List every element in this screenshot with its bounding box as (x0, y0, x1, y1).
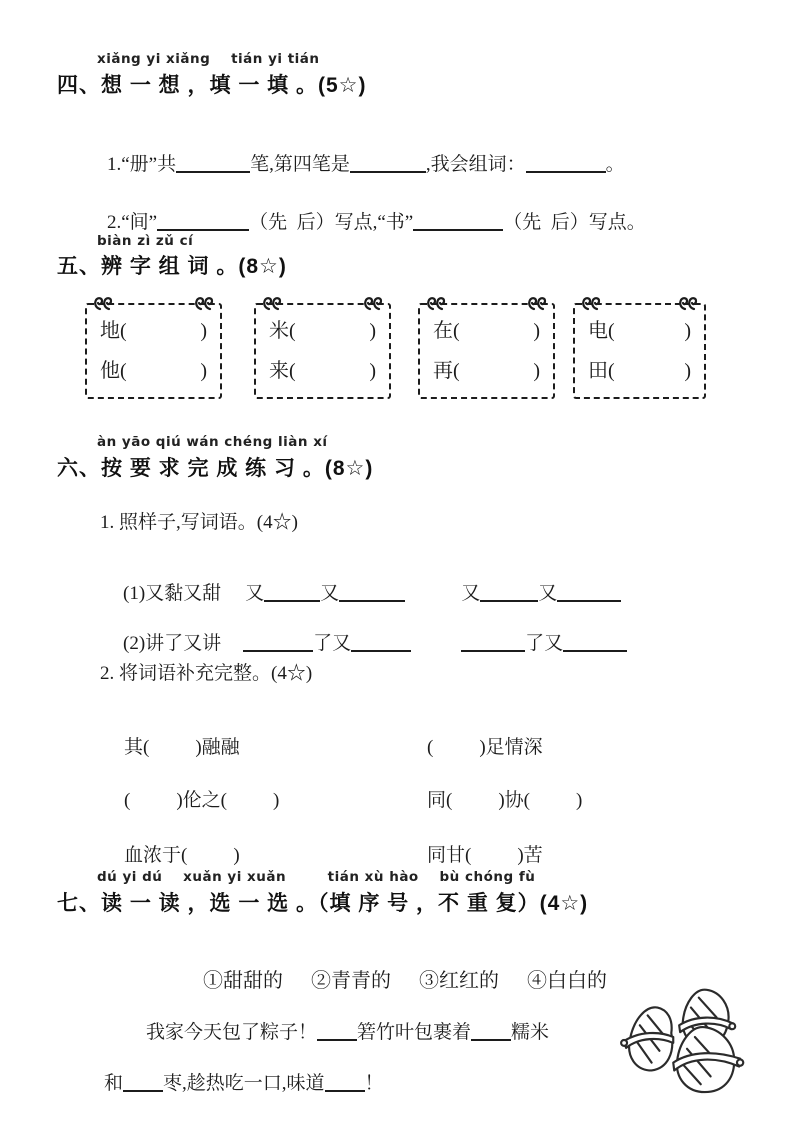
char-open: 再( (433, 360, 460, 382)
word-box-row (575, 321, 704, 341)
fill-blank[interactable] (176, 157, 250, 173)
char-open: 来( (269, 360, 296, 382)
sentence-text: 我家今天包了粽子！ (146, 1022, 318, 1043)
word-box-row (420, 321, 553, 341)
text: 又 (461, 583, 481, 604)
idiom-text: 同甘( (427, 845, 472, 866)
idiom-text: 其( (124, 737, 150, 758)
section6-part2-title: 2. 将词语补充完整。(4☆) (100, 663, 313, 684)
sentence-text: ！ (364, 1073, 384, 1094)
section4-heading: 四、想 一 想 ，填 一 填 。(5☆) (57, 74, 367, 97)
fill-blank[interactable] (243, 636, 313, 652)
question-text: 1.“册”共 (107, 154, 177, 175)
char-open: 电( (588, 320, 615, 342)
corner-curl-icon (193, 295, 215, 312)
fill-blank[interactable] (351, 636, 411, 652)
example-label: (2)讲了又讲 (123, 633, 222, 654)
corner-curl-icon (677, 295, 699, 312)
section5-heading: 五、辨 字 组 词 。(8☆) (57, 255, 287, 278)
sentence-text: 枣,趁热吃一口,味道 (163, 1073, 325, 1094)
char-open: 在( (433, 320, 460, 342)
fill-blank[interactable] (264, 586, 320, 602)
fill-blank[interactable] (350, 157, 426, 173)
paren-close: ) (684, 320, 691, 342)
paren-blank[interactable] (127, 322, 201, 340)
fill-blank[interactable] (325, 1076, 365, 1092)
corner-curl-icon (261, 295, 283, 312)
idiom-text: )协( (498, 790, 530, 811)
paren-blank[interactable] (460, 362, 534, 380)
word-box (418, 303, 555, 399)
idiom-text: )伦之( (176, 790, 227, 811)
char-open: 他( (100, 360, 127, 382)
text: 了又 (525, 633, 564, 654)
text: 又 (245, 583, 265, 604)
paren-blank[interactable] (296, 362, 370, 380)
fill-blank[interactable] (480, 586, 538, 602)
idiom-text: 同( (427, 790, 453, 811)
corner-curl-icon (92, 295, 114, 312)
corner-curl-icon (362, 295, 384, 312)
section7-pinyin: dú yi dú xuǎn yi xuǎn tián xù hào bù chóng fù (97, 869, 536, 885)
fill-blank[interactable] (557, 586, 621, 602)
paren-close: ) (200, 320, 207, 342)
paren-blank[interactable] (460, 322, 534, 340)
option-3[interactable]: ③红红的 (419, 970, 499, 992)
word-box (85, 303, 222, 399)
question-text: 笔,第四笔是 (250, 154, 350, 175)
word-box (573, 303, 706, 399)
paren-blank[interactable] (296, 322, 370, 340)
word-box-row (256, 321, 389, 341)
section4-pinyin: xiǎng yi xiǎng tián yi tián (97, 51, 320, 67)
paren-blank[interactable] (615, 322, 685, 340)
idiom-text: ) (272, 790, 280, 811)
fill-blank[interactable] (471, 1025, 511, 1041)
corner-curl-icon (526, 295, 548, 312)
idiom-text: ) (575, 790, 583, 811)
option-1[interactable]: ①甜甜的 (203, 970, 283, 992)
section6-part1-title: 1. 照样子,写词语。(4☆) (100, 512, 298, 533)
question-text: （先 后）写点。 (503, 212, 646, 233)
question-text: 2.“间” (107, 212, 158, 233)
sentence-text: 和 (104, 1073, 124, 1094)
fill-blank[interactable] (563, 636, 627, 652)
section6-pinyin: àn yāo qiú wán chéng liàn xí (97, 434, 328, 450)
question-text: 。 (605, 154, 625, 175)
fill-blank[interactable] (413, 215, 503, 231)
paren-close: ) (533, 320, 540, 342)
idiom-text: ) (233, 845, 240, 866)
section7-sentence-line2 (85, 1046, 384, 1117)
section7-heading: 七、读 一 读 ，选 一 选 。（填 序 号 ，不 重 复）(4☆) (57, 892, 589, 915)
word-box-row (256, 361, 389, 381)
question-text: （先 后）写点,“书” (249, 212, 414, 233)
sentence-text: 糯米 (511, 1022, 550, 1043)
paren-close: ) (684, 360, 691, 382)
question-text: ,我会组词： (425, 154, 526, 175)
word-box-row (575, 361, 704, 381)
char-open: 田( (588, 360, 615, 382)
sentence-text: 箬竹叶包裹着 (357, 1022, 472, 1043)
paren-blank[interactable] (127, 362, 201, 380)
zongzi-illustration (612, 980, 764, 1098)
fill-blank[interactable] (339, 586, 405, 602)
section6-heading: 六、按 要 求 完 成 练 习 。(8☆) (57, 457, 374, 480)
fill-blank[interactable] (526, 157, 606, 173)
idiom-text: )足情深 (479, 737, 543, 758)
idiom-text: )苦 (517, 845, 543, 866)
corner-curl-icon (425, 295, 447, 312)
fill-blank[interactable] (157, 215, 249, 231)
word-box-row (87, 321, 220, 341)
paren-close: ) (200, 360, 207, 382)
fill-blank[interactable] (461, 636, 525, 652)
paren-close: ) (533, 360, 540, 382)
word-box-row (87, 361, 220, 381)
text: 了又 (313, 633, 352, 654)
option-4[interactable]: ④白白的 (527, 970, 607, 992)
idiom-text: ( (427, 737, 434, 758)
char-open: 米( (269, 320, 296, 342)
idiom-text: ( (124, 790, 131, 811)
example-label: (1)又黏又甜 (123, 583, 222, 604)
text: 又 (320, 583, 340, 604)
text: 又 (538, 583, 558, 604)
idiom-text: )融融 (195, 737, 240, 758)
option-2[interactable]: ②青青的 (311, 970, 391, 992)
fill-blank[interactable] (317, 1025, 357, 1041)
fill-blank[interactable] (123, 1076, 163, 1092)
idiom-text: 血浓于( (124, 845, 188, 866)
word-box-row (420, 361, 553, 381)
paren-close: ) (369, 320, 376, 342)
word-box (254, 303, 391, 399)
paren-blank[interactable] (615, 362, 685, 380)
char-open: 地( (100, 320, 127, 342)
section5-pinyin: biàn zì zǔ cí (97, 233, 194, 249)
paren-close: ) (369, 360, 376, 382)
corner-curl-icon (580, 295, 602, 312)
